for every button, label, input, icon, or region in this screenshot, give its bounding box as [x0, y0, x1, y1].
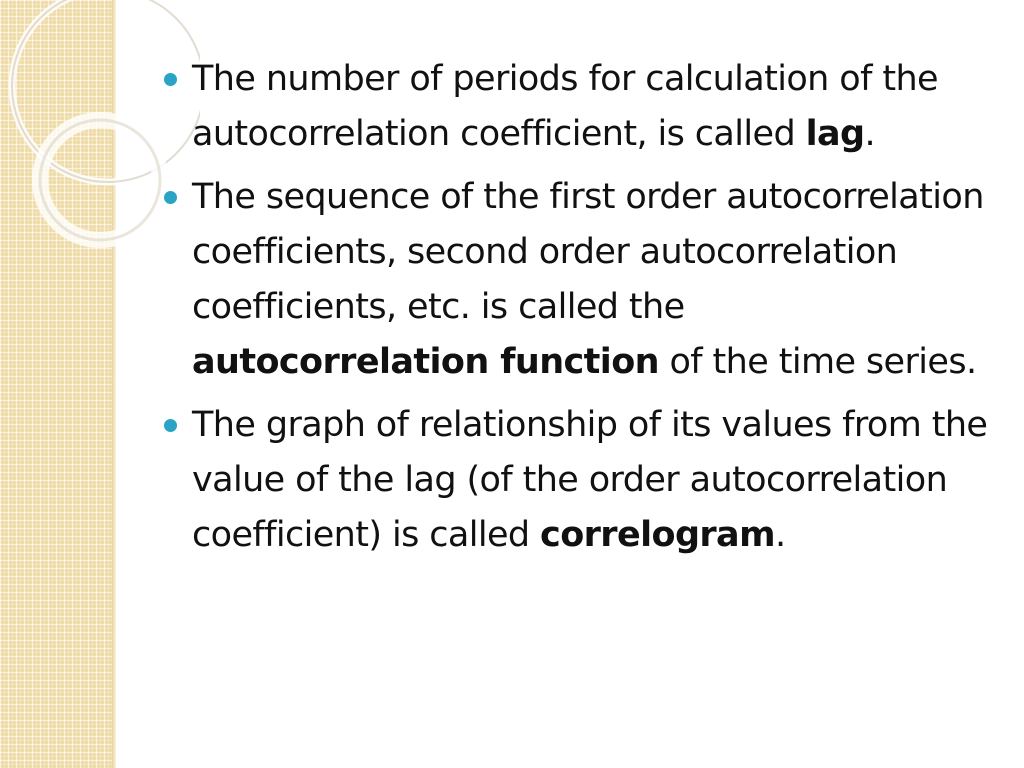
bullet-text-end: .	[864, 114, 876, 154]
bullet-text-end: .	[774, 515, 786, 555]
bullet-item-autocorrelation-function	[160, 170, 990, 390]
bullet-dot-icon	[164, 191, 177, 204]
bullet-text: The graph of relationship of its values from the value of the lag (of the order autocorrelation coefficient) is called	[192, 405, 988, 555]
bullet-list	[160, 52, 990, 571]
bullet-dot-icon	[164, 419, 177, 432]
side-panel-edge	[112, 0, 116, 768]
bullet-text-end: of the time series.	[658, 342, 977, 382]
term-bold: lag	[805, 114, 865, 154]
bullet-text: The number of periods for calculation of the autocorrelation coefficient, is called	[192, 59, 938, 154]
bullet-text: The sequence of the first order autocorrelation coefficients, second order autocorrelation coefficients, etc. is called the	[192, 177, 984, 327]
term-bold: autocorrelation function	[192, 342, 659, 382]
bullet-item-correlogram	[160, 398, 990, 563]
bullet-dot-icon	[164, 73, 177, 86]
decorative-side-panel	[0, 0, 112, 768]
bullet-item-lag	[160, 52, 990, 162]
term-bold: correlogram	[540, 515, 775, 555]
